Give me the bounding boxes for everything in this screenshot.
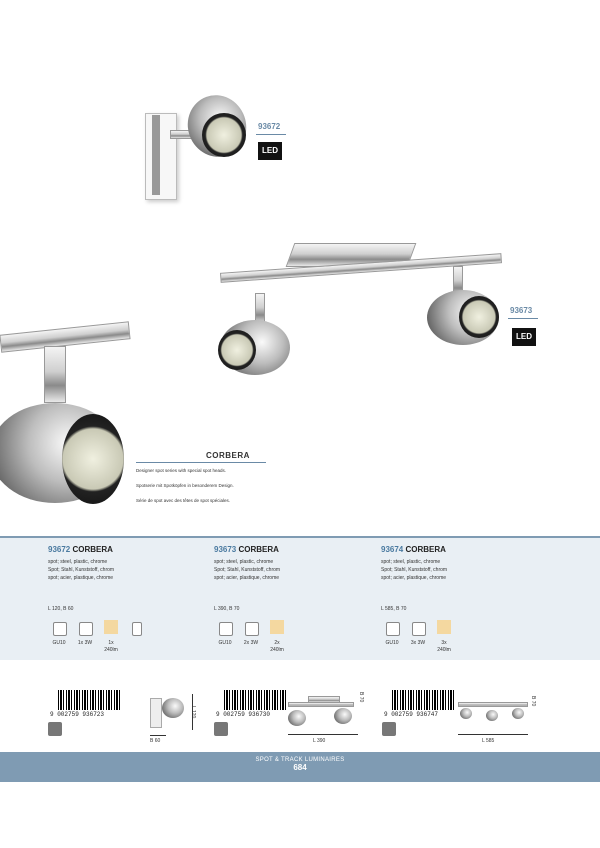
socket-icon	[53, 622, 67, 636]
energy-label-icon	[132, 622, 142, 636]
led-badge: LED	[258, 142, 282, 160]
socket-icon	[386, 622, 400, 636]
dim-width: B 60	[150, 738, 161, 744]
product-column-title: 93673 CORBERA	[214, 545, 279, 554]
light-color-icon	[437, 620, 451, 634]
series-desc-fr: Série de spot avec des têtes de spot spéciales.	[136, 498, 231, 503]
series-desc-de: Spotserie mit Spotköpfen in besonderem Design.	[136, 483, 234, 488]
product-dimensions: L 585, B 70	[381, 606, 407, 612]
ean-number: 9 002759 936730	[216, 711, 271, 718]
ce-mark-icon	[214, 722, 228, 736]
bulb-icon	[412, 622, 426, 636]
barcode	[392, 690, 454, 710]
power-label: 1x 3W	[77, 640, 93, 646]
page-footer	[0, 752, 600, 782]
product-dimensions: L 120, B 60	[48, 606, 74, 612]
lumen-value: 240lm	[104, 647, 118, 653]
code-underline	[508, 318, 538, 319]
product-column-title: 93674 CORBERA	[381, 545, 446, 554]
ean-number: 9 002759 936723	[50, 711, 105, 718]
light-color-icon	[270, 620, 284, 634]
series-desc-en: Designer spot series with special spot heads.	[136, 468, 227, 473]
lumen-value: 240lm	[270, 647, 284, 653]
light-color-icon	[104, 620, 118, 634]
dim-line-horizontal	[458, 734, 528, 735]
lumen-count: 3x	[441, 640, 447, 646]
socket-icon	[219, 622, 233, 636]
socket-label: GU10	[385, 640, 399, 646]
product-spec: spot; steel, plastic, chrome Spot; Stahl, Kunststoff, chrom spot; acier, plastique, chrome	[381, 559, 448, 581]
lumen-count: 2x	[274, 640, 280, 646]
product-spec: spot; steel, plastic, chrome Spot; Stahl, Kunststoff, chrom spot; acier, plastique, chrome	[48, 559, 115, 581]
product-column-title: 93672 CORBERA	[48, 545, 113, 554]
dim-height: B 70	[530, 696, 536, 707]
product-dimensions: L 390, B 70	[214, 606, 240, 612]
dim-line-horizontal	[288, 734, 358, 735]
ean-number: 9 002759 936747	[384, 711, 439, 718]
power-label: 2x 3W	[243, 640, 259, 646]
product-image-93673	[215, 238, 505, 388]
dim-width: L 390	[313, 738, 326, 744]
bulb-icon	[79, 622, 93, 636]
footer-section-title: SPOT & TRACK LUMINAIRES	[255, 757, 345, 763]
product-closeup-image	[0, 318, 135, 508]
thumbnail-93672	[150, 694, 186, 730]
barcode	[58, 690, 120, 710]
thumbnail-93674	[456, 698, 528, 728]
led-badge: LED	[512, 328, 536, 346]
socket-label: GU10	[52, 640, 66, 646]
ce-mark-icon	[382, 722, 396, 736]
bulb-icon	[245, 622, 259, 636]
dim-line-horizontal	[150, 735, 166, 736]
info-band-top-line	[0, 536, 600, 538]
socket-label: GU10	[218, 640, 232, 646]
thumbnail-93673	[286, 696, 356, 730]
ce-mark-icon	[48, 722, 62, 736]
product-image-93672	[140, 95, 250, 205]
lumen-value: 240lm	[437, 647, 451, 653]
barcode	[224, 690, 286, 710]
power-label: 3x 3W	[410, 640, 426, 646]
dim-width: L 585	[482, 738, 495, 744]
dim-height: L 120	[190, 706, 196, 719]
lumen-count: 1x	[108, 640, 114, 646]
code-underline	[256, 134, 286, 135]
dim-height: B 70	[358, 692, 364, 703]
product-code-93672: 93672	[258, 122, 281, 131]
product-code-93673: 93673	[510, 306, 533, 315]
page-number: 684	[293, 763, 307, 772]
product-spec: spot; steel, plastic, chrome Spot; Stahl, Kunststoff, chrom spot; acier, plastique, chrome	[214, 559, 281, 581]
series-title: CORBERA	[206, 451, 250, 460]
series-divider	[136, 462, 266, 463]
